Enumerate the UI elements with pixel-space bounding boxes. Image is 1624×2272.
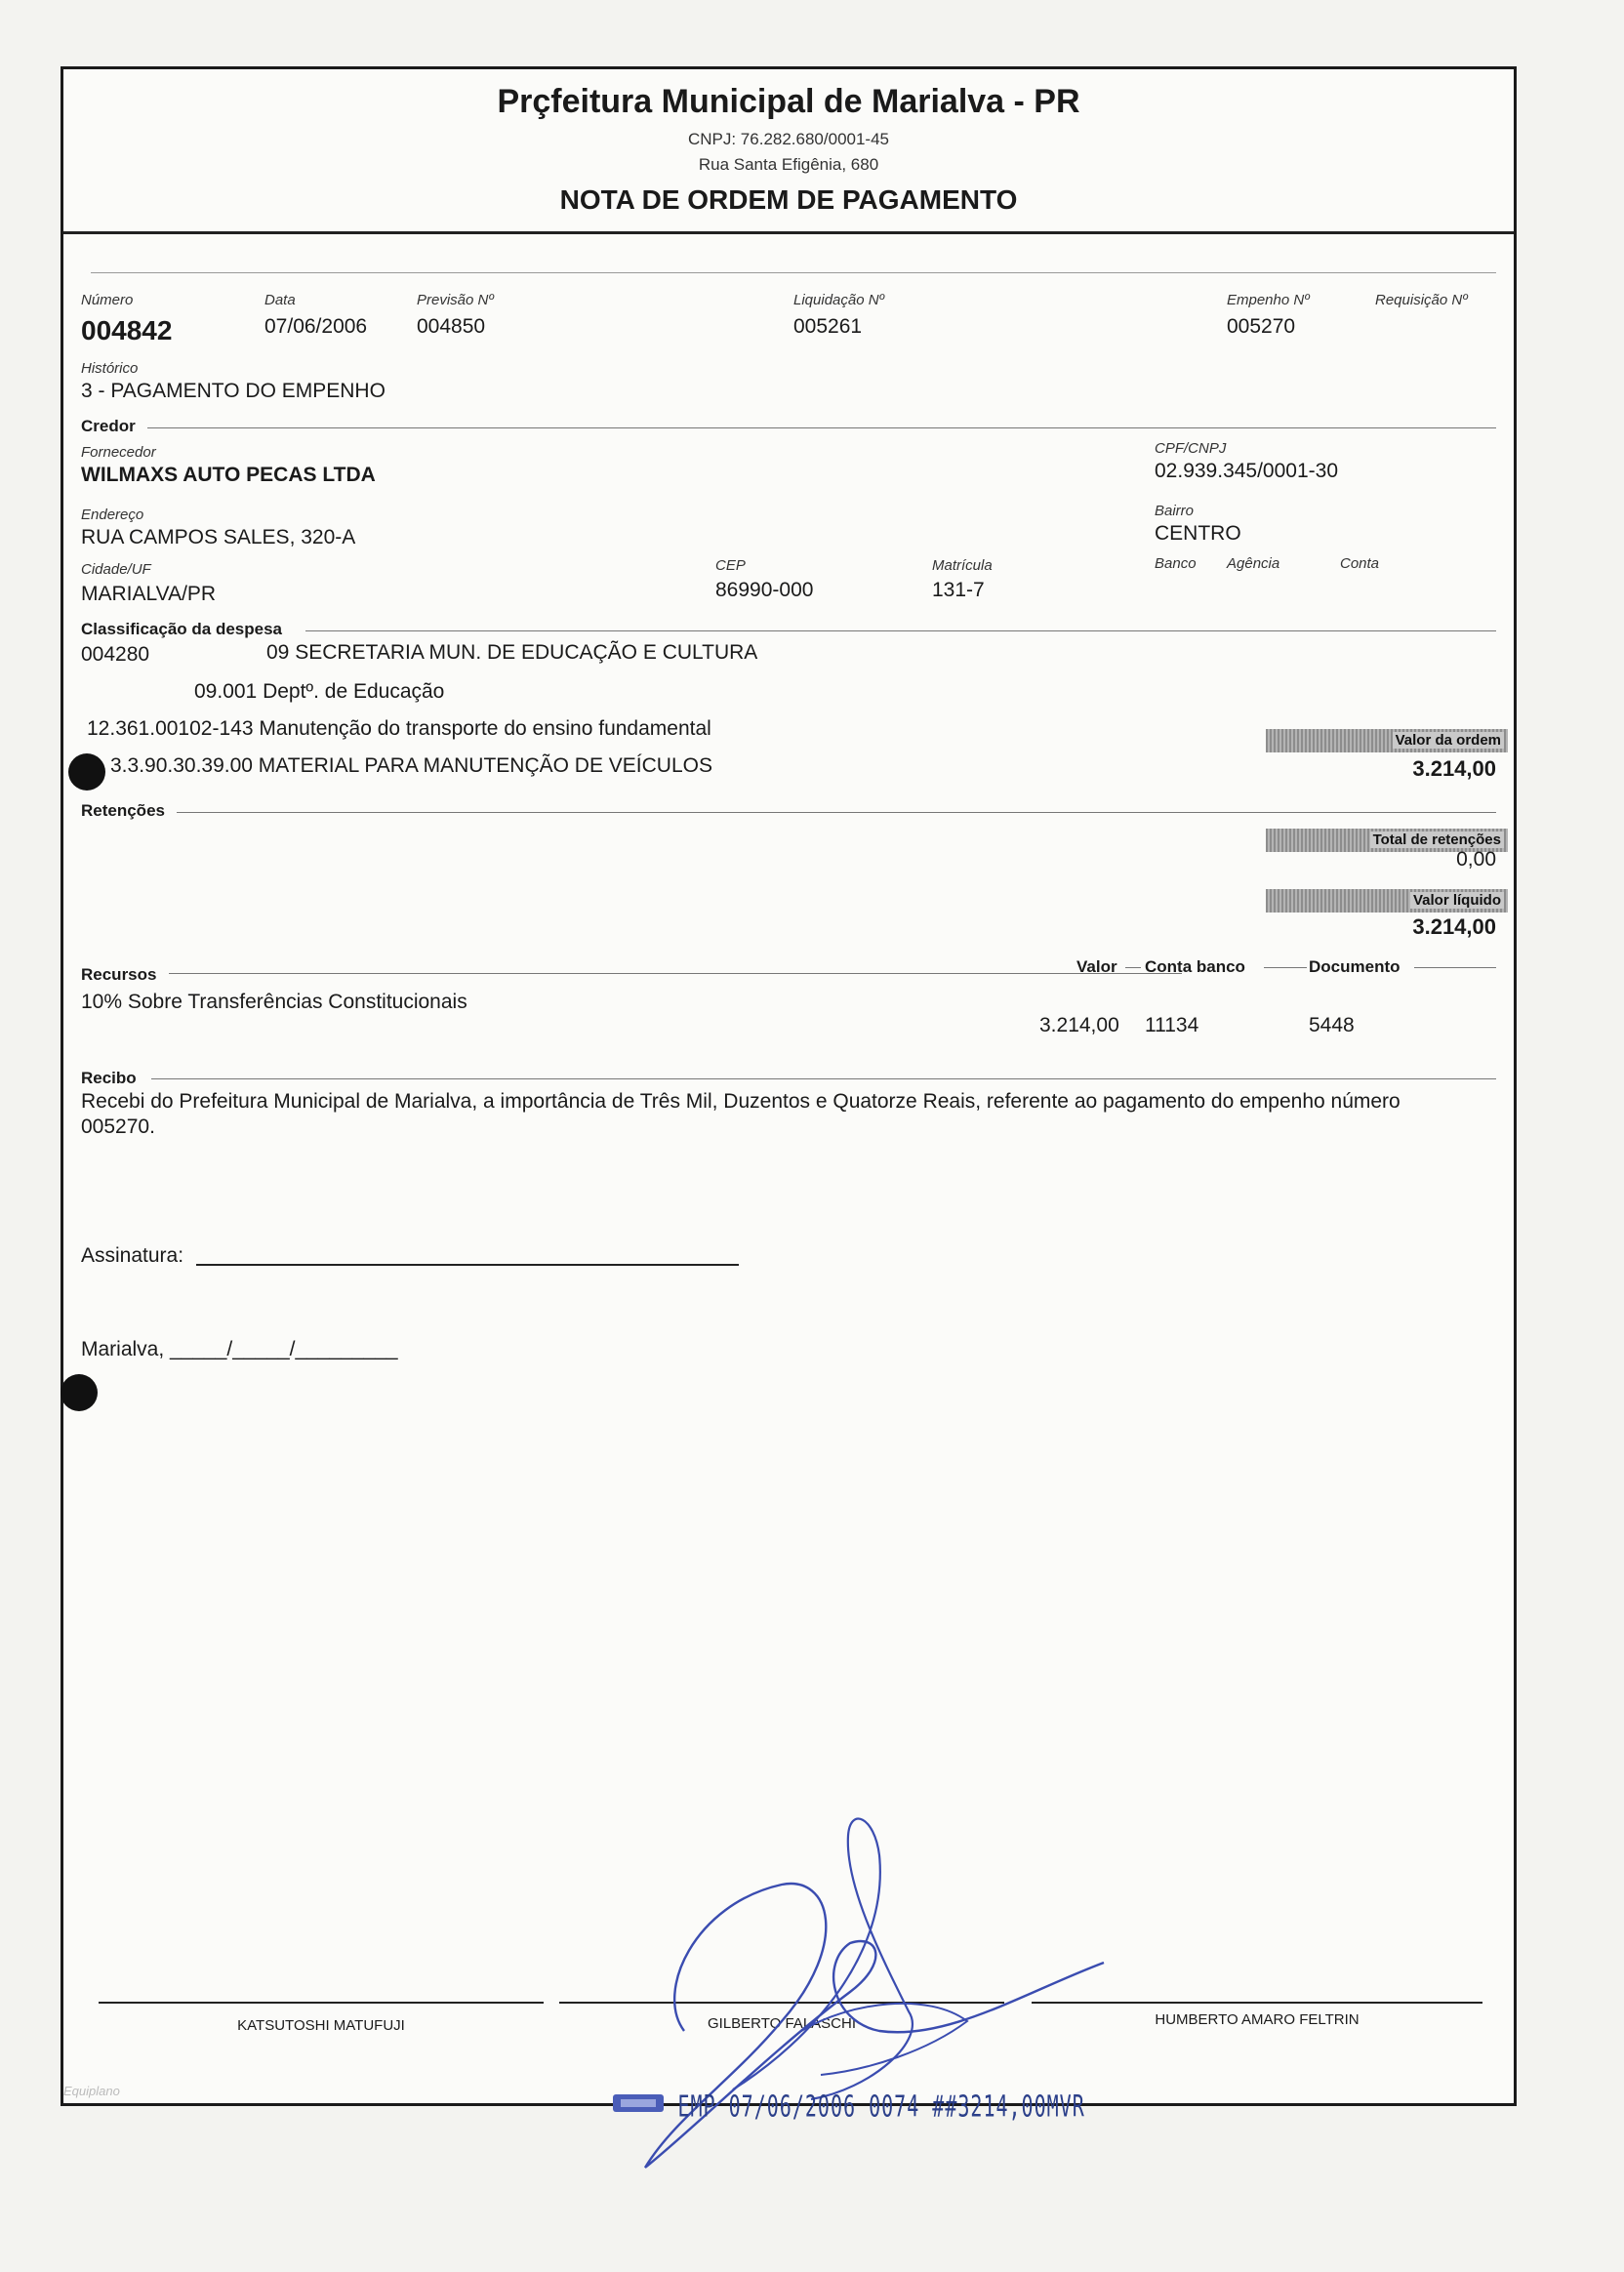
recursos-section: Recursos — [81, 965, 157, 984]
stamp-logo-icon — [611, 2089, 666, 2118]
recursos-descricao: 10% Sobre Transferências Constitucionais — [81, 991, 467, 1013]
endereco-value: RUA CAMPOS SALES, 320-A — [81, 526, 356, 548]
conta-label: Conta — [1340, 555, 1380, 572]
liquidacao-label: Liquidação Nº — [793, 292, 885, 308]
secretaria: 09 SECRETARIA MUN. DE EDUCAÇÃO E CULTURA — [266, 641, 758, 664]
numero-label: Número — [81, 292, 134, 308]
data-value: 07/06/2006 — [264, 315, 368, 338]
agencia-label: Agência — [1227, 555, 1280, 572]
liquido-label: Valor líquido — [1410, 892, 1504, 909]
payment-order-form — [61, 66, 1517, 2106]
signature-name-1: KATSUTOSHI MATUFUJI — [237, 2017, 405, 2034]
matricula-label: Matrícula — [932, 557, 993, 574]
recursos-conta-label: Conta banco — [1145, 957, 1245, 976]
recursos-documento-label: Documento — [1309, 957, 1401, 976]
org-cnpj: CNPJ: 76.282.680/0001-45 — [687, 130, 890, 148]
header-divider — [63, 231, 1514, 234]
banco-label: Banco — [1155, 555, 1197, 572]
liquido-value: 3.214,00 — [1412, 914, 1496, 939]
recibo-text: Recebi do Prefeitura Municipal de Marialva, a importância de Três Mil, Duzentos e Quatorze Reais, referente ao pagamento do empenho número — [81, 1090, 1401, 1113]
recursos-valor: 3.214,00 — [1039, 1014, 1119, 1036]
recursos-rule-4 — [1414, 967, 1496, 968]
signature-name-3: HUMBERTO AMARO FELTRIN — [1155, 2011, 1360, 2028]
valor-ordem-bar — [1266, 729, 1508, 752]
requisicao-label: Requisição Nº — [1375, 292, 1468, 308]
cep-value: 86990-000 — [715, 579, 814, 601]
recursos-valor-label: Valor — [1076, 957, 1117, 976]
signature-stroke-3 — [801, 2004, 967, 2075]
classificacao-rule — [305, 630, 1496, 631]
programa: 12.361.00102-143 Manutenção do transporte do ensino fundamental — [87, 717, 711, 740]
previsao-value: 004850 — [417, 315, 486, 338]
liquidacao-value: 005261 — [793, 315, 863, 338]
recibo-rule — [151, 1078, 1496, 1079]
punch-hole-top — [68, 753, 105, 791]
signature-stroke-1 — [645, 1884, 1104, 2168]
document-title: NOTA DE ORDEM DE PAGAMENTO — [559, 184, 1018, 215]
punch-hole-bottom — [61, 1374, 98, 1411]
retencoes-section: Retenções — [81, 801, 165, 820]
credor-section: Credor — [81, 417, 136, 435]
retencoes-rule — [177, 812, 1496, 813]
empenho-value: 005270 — [1227, 315, 1296, 338]
bottom-stamp-group — [611, 2089, 1085, 2124]
org-name: Prçfeitura Municipal de Marialva - PR — [497, 83, 1080, 120]
recursos-conta: 11134 — [1145, 1014, 1199, 1036]
previsao-label: Previsão Nº — [417, 292, 494, 308]
liquido-bar — [1266, 889, 1508, 913]
payment-stamp: EMP 07/06/2006 0074 ##3214,00MVR — [677, 2089, 1085, 2124]
historico-label: Histórico — [81, 360, 139, 377]
recursos-rule-3 — [1264, 967, 1307, 968]
departamento: 09.001 Deptº. de Educação — [194, 680, 445, 703]
cpf-value: 02.939.345/0001-30 — [1155, 460, 1339, 482]
assinatura-label: Assinatura: — [81, 1244, 184, 1267]
credor-rule — [147, 427, 1496, 428]
signature-line-1 — [99, 2002, 544, 2004]
valor-ordem-value: 3.214,00 — [1412, 756, 1496, 781]
fornecedor-value: WILMAXS AUTO PECAS LTDA — [81, 464, 376, 486]
id-divider — [91, 272, 1496, 273]
matricula-value: 131-7 — [932, 579, 985, 601]
endereco-label: Endereço — [81, 507, 144, 523]
valor-ordem-label: Valor da ordem — [1393, 732, 1504, 749]
historico-value: 3 - PAGAMENTO DO EMPENHO — [81, 380, 386, 402]
local-date: Marialva, _____/_____/_________ — [81, 1338, 398, 1360]
retencoes-label: Total de retenções — [1370, 832, 1504, 848]
signature-stroke-2 — [733, 1819, 913, 2099]
data-label: Data — [264, 292, 296, 308]
cidade-value: MARIALVA/PR — [81, 583, 217, 605]
classificacao-section: Classificação da despesa — [81, 620, 283, 638]
recibo-text-continued: 005270. — [81, 1116, 155, 1138]
retencoes-value: 0,00 — [1456, 848, 1496, 871]
signature-name-2: GILBERTO FALASCHI — [708, 2015, 856, 2032]
assinatura-line — [196, 1264, 739, 1266]
cpf-label: CPF/CNPJ — [1155, 440, 1227, 457]
org-address: Rua Santa Efigênia, 680 — [698, 155, 879, 174]
numero-value: 004842 — [81, 315, 173, 345]
recursos-rule — [169, 973, 1182, 974]
fornecedor-label: Fornecedor — [81, 444, 156, 461]
classificacao-code: 004280 — [81, 643, 150, 666]
bairro-value: CENTRO — [1155, 522, 1241, 545]
bairro-label: Bairro — [1155, 503, 1195, 519]
cidade-label: Cidade/UF — [81, 561, 151, 578]
recursos-documento: 5448 — [1309, 1014, 1355, 1036]
empenho-label: Empenho Nº — [1227, 292, 1310, 308]
software-watermark: Equiplano — [63, 2084, 120, 2098]
recursos-rule-2 — [1125, 967, 1141, 968]
elemento-despesa: 3.3.90.30.39.00 MATERIAL PARA MANUTENÇÃO DE VEÍCULOS — [110, 754, 712, 777]
recibo-section: Recibo — [81, 1069, 137, 1087]
cep-label: CEP — [715, 557, 746, 574]
